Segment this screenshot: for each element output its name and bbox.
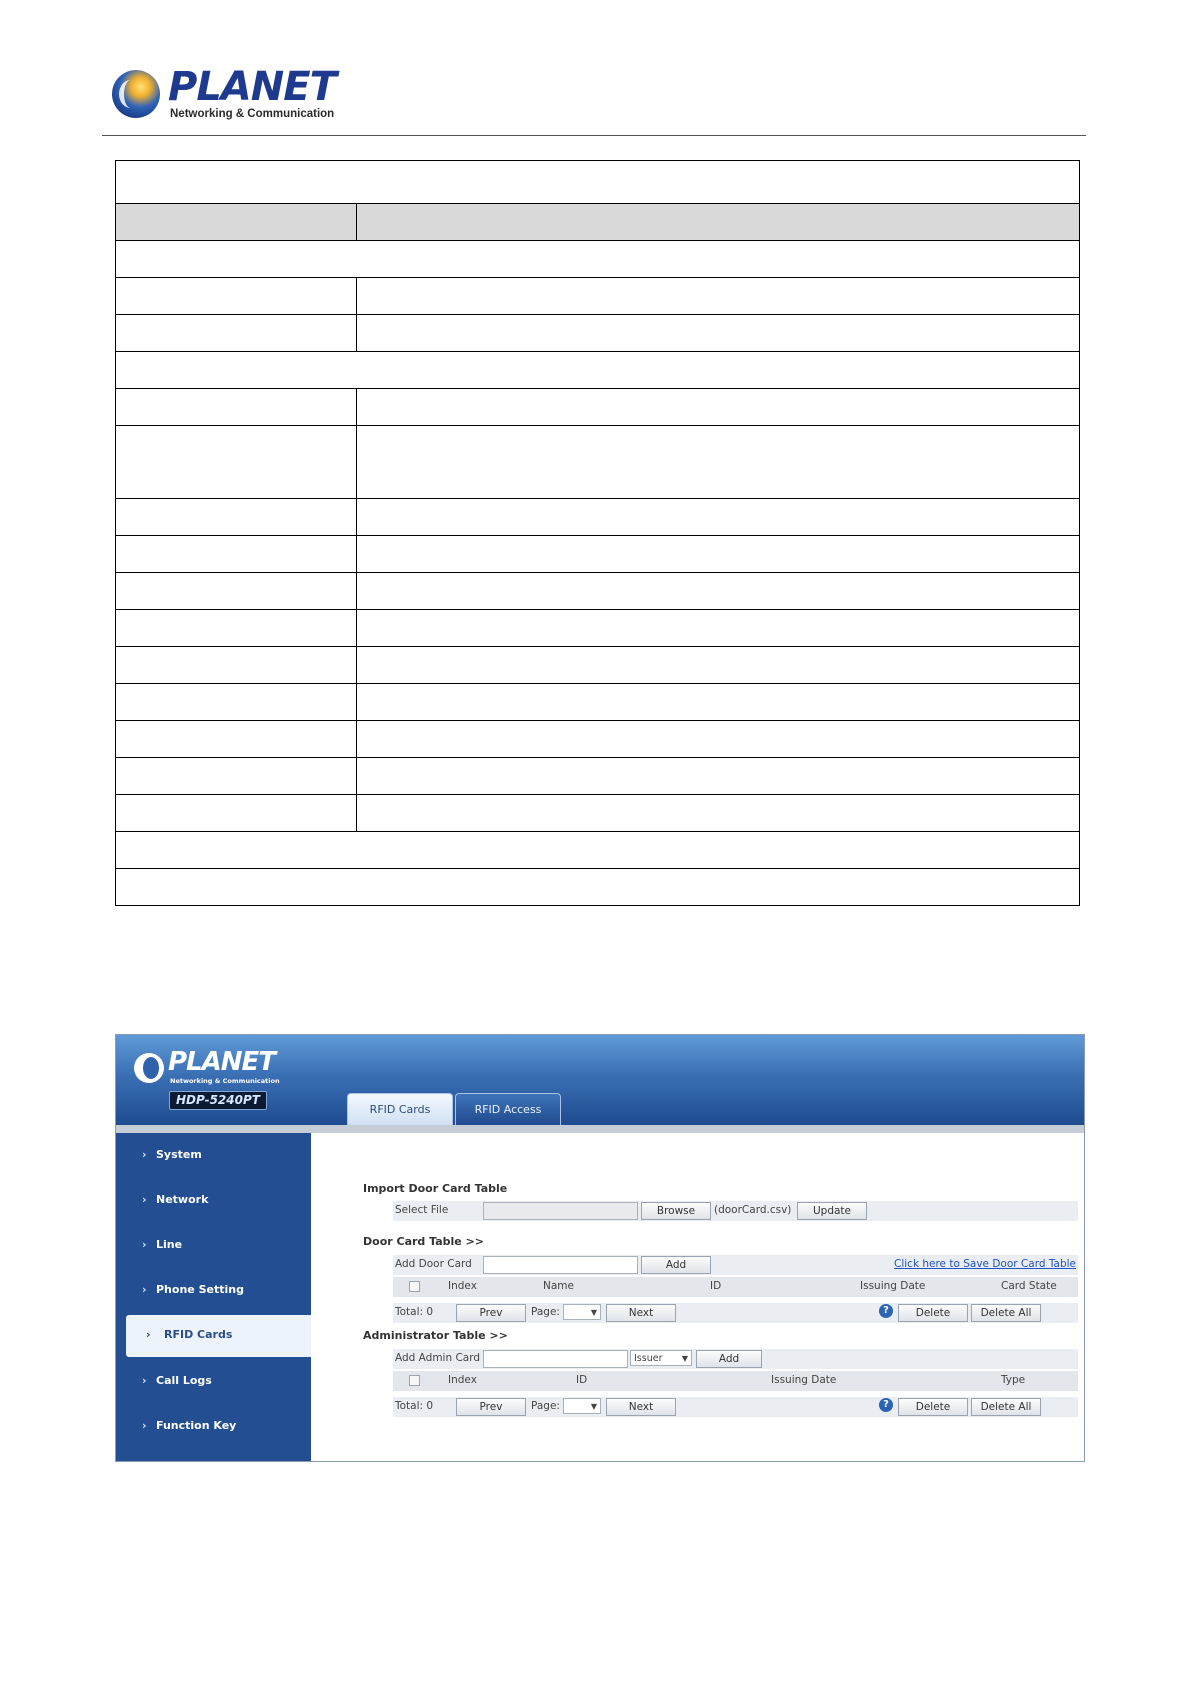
table-cell bbox=[357, 389, 1080, 426]
header-divider bbox=[102, 135, 1086, 136]
admin-page-select[interactable] bbox=[563, 1398, 601, 1414]
table-cell bbox=[357, 721, 1080, 758]
table-cell bbox=[116, 573, 357, 610]
table-cell bbox=[116, 536, 357, 573]
table-cell bbox=[357, 758, 1080, 795]
sidebar-item-network[interactable] bbox=[116, 1180, 311, 1222]
chevron-right-icon: › bbox=[142, 1193, 147, 1206]
header-strip bbox=[116, 1125, 1084, 1133]
add-door-card-row bbox=[393, 1255, 1078, 1275]
issuer-select-value: Issuer bbox=[634, 1353, 663, 1364]
admin-pager-row bbox=[393, 1397, 1078, 1417]
table-cell bbox=[357, 536, 1080, 573]
table-cell bbox=[116, 684, 357, 721]
door-card-total: Total: 0 bbox=[395, 1306, 434, 1318]
admin-delete-button[interactable]: Delete bbox=[898, 1398, 968, 1416]
web-ui-screenshot bbox=[115, 1034, 1085, 1462]
table-row bbox=[116, 278, 1080, 315]
info-icon[interactable]: ? bbox=[879, 1304, 893, 1318]
table-header-row bbox=[116, 204, 1080, 241]
table-cell bbox=[357, 647, 1080, 684]
dropdown-arrow-icon: ▼ bbox=[590, 1308, 597, 1317]
table-cell bbox=[116, 315, 357, 352]
admin-section-title: Administrator Table >> bbox=[363, 1329, 508, 1342]
planet-logo bbox=[112, 64, 336, 122]
table-row bbox=[116, 610, 1080, 647]
table-cell bbox=[116, 278, 357, 315]
sidebar-item-label: Call Logs bbox=[156, 1374, 212, 1387]
ui-logo-tagline: Networking & Communication bbox=[170, 1077, 280, 1085]
door-card-delete-button[interactable]: Delete bbox=[898, 1304, 968, 1322]
table-cell bbox=[357, 795, 1080, 832]
table-cell bbox=[357, 573, 1080, 610]
column-header: Index bbox=[448, 1280, 477, 1292]
sidebar-item-label: System bbox=[156, 1148, 202, 1161]
door-card-page-select[interactable] bbox=[563, 1304, 601, 1320]
select-all-checkbox[interactable] bbox=[409, 1281, 420, 1292]
dropdown-arrow-icon: ▼ bbox=[681, 1354, 688, 1363]
info-icon[interactable]: ? bbox=[879, 1398, 893, 1412]
table-row bbox=[116, 758, 1080, 795]
table-cell bbox=[357, 426, 1080, 499]
tab-rfid-cards[interactable]: RFID Cards bbox=[347, 1093, 453, 1126]
column-header: Issuing Date bbox=[771, 1374, 837, 1386]
column-header: Card State bbox=[1001, 1280, 1057, 1292]
admin-total: Total: 0 bbox=[395, 1400, 434, 1412]
sidebar-item-call-logs[interactable] bbox=[116, 1361, 311, 1403]
table-cell bbox=[116, 795, 357, 832]
table-row bbox=[116, 499, 1080, 536]
table-section-row bbox=[116, 352, 1080, 389]
table-title-cell bbox=[116, 161, 1080, 204]
file-path-input[interactable] bbox=[483, 1202, 638, 1220]
table-row bbox=[116, 315, 1080, 352]
door-card-pager-row bbox=[393, 1303, 1078, 1323]
table-row bbox=[116, 573, 1080, 610]
sidebar-item-label: RFID Cards bbox=[164, 1328, 233, 1341]
chevron-right-icon: › bbox=[146, 1328, 151, 1341]
table-cell bbox=[357, 315, 1080, 352]
globe-icon bbox=[112, 70, 160, 118]
table-cell bbox=[116, 869, 1080, 906]
page-label: Page: bbox=[531, 1400, 560, 1412]
door-card-next-button[interactable]: Next bbox=[606, 1304, 676, 1322]
door-card-input[interactable] bbox=[483, 1256, 638, 1274]
chevron-right-icon: › bbox=[142, 1238, 147, 1251]
select-all-checkbox[interactable] bbox=[409, 1375, 420, 1386]
select-file-label: Select File bbox=[395, 1204, 449, 1216]
issuer-select[interactable] bbox=[630, 1350, 692, 1366]
update-button[interactable]: Update bbox=[797, 1202, 867, 1220]
sidebar-item-label: Network bbox=[156, 1193, 209, 1206]
chevron-right-icon: › bbox=[142, 1148, 147, 1161]
column-header: ID bbox=[576, 1374, 588, 1386]
column-header: Type bbox=[1001, 1374, 1026, 1386]
add-admin-card-label: Add Admin Card bbox=[395, 1352, 481, 1364]
add-door-card-button[interactable]: Add bbox=[641, 1256, 711, 1274]
model-badge: HDP-5240PT bbox=[169, 1091, 267, 1110]
logo-tagline: Networking & Communication bbox=[170, 108, 335, 120]
add-admin-card-row bbox=[393, 1349, 1078, 1369]
browse-button[interactable]: Browse bbox=[641, 1202, 711, 1220]
table-cell bbox=[116, 610, 357, 647]
table-cell bbox=[357, 499, 1080, 536]
logo-wordmark: PLANET bbox=[168, 64, 336, 110]
sidebar-item-system[interactable] bbox=[116, 1135, 311, 1177]
admin-delete-all-button[interactable]: Delete All bbox=[971, 1398, 1041, 1416]
sidebar-item-phone-setting[interactable] bbox=[116, 1270, 311, 1312]
admin-table-header bbox=[393, 1371, 1078, 1391]
table-cell bbox=[357, 204, 1080, 241]
file-hint: (doorCard.csv) bbox=[714, 1204, 792, 1216]
table-row bbox=[116, 389, 1080, 426]
table-cell bbox=[116, 499, 357, 536]
sidebar-item-label: Line bbox=[156, 1238, 183, 1251]
table-row bbox=[116, 795, 1080, 832]
table-section-row bbox=[116, 241, 1080, 278]
admin-next-button[interactable]: Next bbox=[606, 1398, 676, 1416]
sidebar-item-label: Function Key bbox=[156, 1419, 237, 1432]
door-card-section-title: Door Card Table >> bbox=[363, 1235, 484, 1248]
table-section-row bbox=[116, 869, 1080, 906]
main-panel bbox=[311, 1133, 1084, 1461]
ui-header-banner bbox=[116, 1035, 1084, 1125]
table-cell bbox=[116, 389, 357, 426]
chevron-right-icon: › bbox=[142, 1374, 147, 1387]
table-cell bbox=[116, 647, 357, 684]
door-card-prev-button[interactable]: Prev bbox=[456, 1304, 526, 1322]
sidebar-item-label: Phone Setting bbox=[156, 1283, 244, 1296]
sidebar-item-line[interactable] bbox=[116, 1225, 311, 1267]
import-section-title: Import Door Card Table bbox=[363, 1182, 508, 1195]
table-cell bbox=[357, 684, 1080, 721]
table-section-row bbox=[116, 832, 1080, 869]
table-cell bbox=[357, 610, 1080, 647]
table-row bbox=[116, 684, 1080, 721]
table-cell bbox=[116, 758, 357, 795]
specification-table bbox=[115, 160, 1080, 906]
table-cell bbox=[116, 204, 357, 241]
table-cell bbox=[357, 278, 1080, 315]
door-card-table-header bbox=[393, 1277, 1078, 1297]
globe-icon bbox=[134, 1053, 164, 1083]
table-cell bbox=[116, 352, 1080, 389]
table-cell bbox=[116, 241, 1080, 278]
tab-rfid-access[interactable]: RFID Access bbox=[455, 1093, 561, 1126]
column-header: Name bbox=[543, 1280, 574, 1292]
table-row bbox=[116, 161, 1080, 204]
table-cell bbox=[116, 832, 1080, 869]
column-header: Issuing Date bbox=[860, 1280, 926, 1292]
ui-planet-logo bbox=[134, 1047, 280, 1089]
table-row bbox=[116, 426, 1080, 499]
admin-prev-button[interactable]: Prev bbox=[456, 1398, 526, 1416]
add-door-card-label: Add Door Card bbox=[395, 1258, 472, 1270]
table-row bbox=[116, 647, 1080, 684]
column-header: ID bbox=[710, 1280, 722, 1292]
add-admin-card-button[interactable]: Add bbox=[696, 1350, 762, 1368]
column-header: Index bbox=[448, 1374, 477, 1386]
save-door-card-link[interactable]: Click here to Save Door Card Table bbox=[894, 1258, 1076, 1270]
sidebar-item-rfid-cards[interactable] bbox=[126, 1315, 311, 1357]
chevron-right-icon: › bbox=[142, 1419, 147, 1432]
sidebar-item-function-key[interactable] bbox=[116, 1406, 311, 1448]
table-cell bbox=[116, 721, 357, 758]
table-row bbox=[116, 721, 1080, 758]
table-cell bbox=[116, 426, 357, 499]
page-label: Page: bbox=[531, 1306, 560, 1318]
admin-card-input[interactable] bbox=[483, 1350, 628, 1368]
dropdown-arrow-icon: ▼ bbox=[590, 1402, 597, 1411]
door-card-delete-all-button[interactable]: Delete All bbox=[971, 1304, 1041, 1322]
import-row bbox=[393, 1201, 1078, 1221]
ui-logo-wordmark: PLANET bbox=[168, 1047, 276, 1077]
table-row bbox=[116, 536, 1080, 573]
chevron-right-icon: › bbox=[142, 1283, 147, 1296]
sidebar bbox=[116, 1133, 311, 1461]
